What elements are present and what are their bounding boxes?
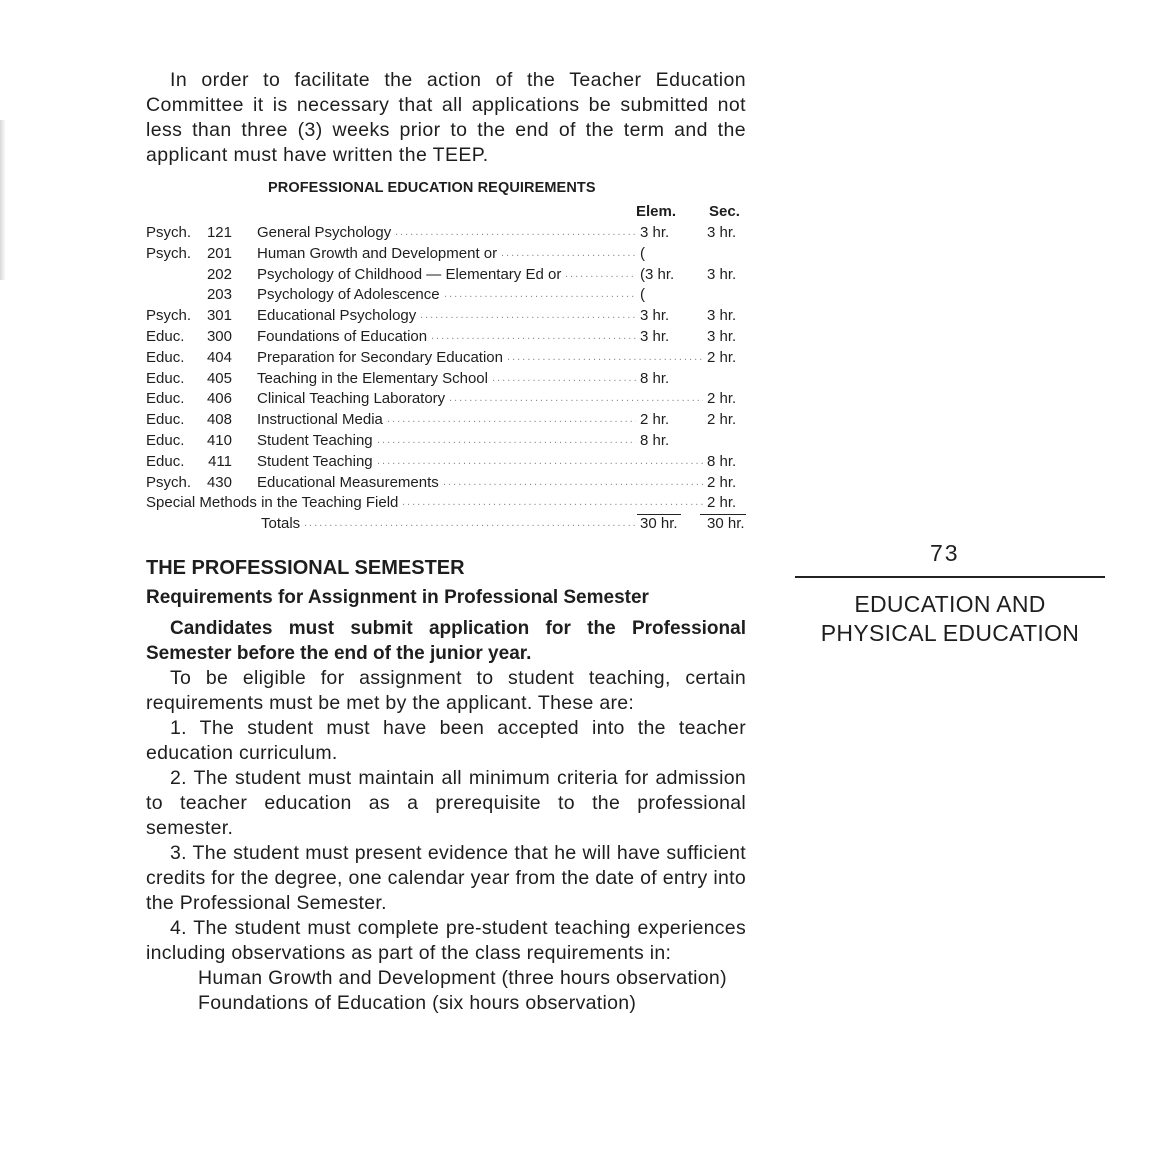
leader-dots [449, 388, 703, 409]
secondary-hours: 2 hr. [707, 494, 737, 511]
course-title: Educational Measurements [257, 474, 439, 491]
requirement-row [0, 243, 760, 264]
course-title: Teaching in the Elementary School [257, 370, 488, 387]
intro-text: In order to facilitate the action of the Teacher Education Committee it is necessary that all applications be submitted not less than three (3) weeks prior to the end of the term and the applicant must have written the TEEP. [146, 69, 746, 166]
course-title: Clinical Teaching Laboratory [257, 390, 446, 407]
course-title: General Psychology [257, 224, 392, 241]
observation-item-foundations: Foundations of Education (six hours observation) [198, 992, 637, 1014]
course-title: Special Methods in the Teaching Field [146, 494, 399, 511]
course-number: 406 [206, 390, 232, 407]
requirement-row [0, 451, 760, 472]
course-number: 300 [206, 328, 232, 345]
requirement-row [0, 409, 760, 430]
leader-dots [507, 347, 703, 368]
elementary-hours: 2 hr. [640, 411, 670, 428]
elementary-hours: 8 hr. [640, 432, 670, 449]
requirements-heading: PROFESSIONAL EDUCATION REQUIREMENTS [268, 180, 596, 196]
course-title: Student Teaching [257, 432, 373, 449]
requirement-item-2: 2. The student must maintain all minimum criteria for admission to teacher education as a prerequisite to the professional semester. [146, 767, 746, 839]
leader-dots [444, 284, 636, 305]
elementary-hours: ( [640, 286, 645, 303]
requirement-row [0, 347, 760, 368]
elementary-hours: (3 hr. [640, 266, 675, 283]
secondary-hours: 3 hr. [707, 224, 737, 241]
course-number: 404 [206, 349, 232, 366]
observation-item-human-growth: Human Growth and Development (three hours observation) [198, 967, 727, 989]
secondary-hours: 30 hr. [707, 515, 745, 532]
leader-dots [304, 513, 636, 534]
leader-dots [501, 243, 636, 264]
requirement-row [0, 222, 760, 243]
course-number: 202 [206, 266, 232, 283]
application-deadline-statement [146, 616, 746, 666]
course-number: 411 [208, 453, 232, 470]
requirement-row [0, 388, 760, 409]
section-heading: THE PROFESSIONAL SEMESTER [146, 557, 465, 579]
leader-dots [443, 472, 703, 493]
course-dept: Educ. [146, 453, 185, 470]
leader-dots [387, 409, 636, 430]
secondary-hours: 2 hr. [707, 474, 737, 491]
leader-dots [420, 305, 636, 326]
leader-dots [565, 264, 636, 285]
requirement-item-3: 3. The student must present evidence that he will have sufficient credits for the degree, one calendar year from the date of entry into the Professional Semester. [146, 842, 746, 914]
requirement-row [0, 472, 760, 493]
course-dept: Educ. [146, 411, 185, 428]
course-dept: Psych. [146, 474, 192, 491]
requirement-row [0, 326, 760, 347]
elementary-hours: 8 hr. [640, 370, 670, 387]
course-title: Student Teaching [257, 453, 373, 470]
course-title: Foundations of Education [257, 328, 428, 345]
course-dept: Psych. [146, 245, 192, 262]
requirement-item-4: 4. The student must complete pre-student teaching experiences including observations as part of the class requirements in: [146, 917, 746, 964]
leader-dots [402, 492, 703, 513]
course-number: 301 [206, 307, 232, 324]
course-dept: Educ. [146, 390, 185, 407]
course-title: Instructional Media [257, 411, 383, 428]
course-title: Preparation for Secondary Education [257, 349, 503, 366]
elementary-hours: ( [640, 245, 645, 262]
subsection-heading: Requirements for Assignment in Professional Semester [146, 587, 649, 608]
elementary-hours: 3 hr. [640, 328, 670, 345]
leader-dots [492, 368, 636, 389]
elementary-hours: 3 hr. [640, 307, 670, 324]
course-number: 408 [206, 411, 232, 428]
course-dept: Psych. [146, 224, 192, 241]
column-header-elementary: Elem. [636, 203, 677, 220]
secondary-hours: 8 hr. [707, 453, 737, 470]
requirement-row [0, 430, 760, 451]
course-title: Human Growth and Development or [257, 245, 498, 262]
course-number: 405 [206, 370, 232, 387]
requirement-row [0, 284, 760, 305]
course-number: 121 [206, 224, 232, 241]
sidebar-divider [795, 576, 1105, 578]
section-title: EDUCATION AND PHYSICAL EDUCATION [820, 591, 1080, 646]
total-rule-secondary [700, 514, 746, 515]
course-number: 203 [206, 286, 232, 303]
totals-label: Totals [261, 515, 301, 532]
secondary-hours: 2 hr. [707, 349, 737, 366]
intro-paragraph [146, 68, 746, 168]
course-number: 201 [206, 245, 232, 262]
column-header-secondary: Sec. [709, 203, 740, 220]
eligibility-intro: To be eligible for assignment to student teaching, certain requirements must be met by the applicant. These are: [146, 667, 746, 714]
requirement-row [0, 305, 760, 326]
course-number: 430 [206, 474, 232, 491]
secondary-hours: 2 hr. [707, 390, 737, 407]
requirement-item-1: 1. The student must have been accepted into the teacher education curriculum. [146, 717, 746, 764]
elementary-hours: 3 hr. [640, 224, 670, 241]
elementary-hours: 30 hr. [640, 515, 678, 532]
requirement-row [0, 492, 760, 513]
secondary-hours: 3 hr. [707, 266, 737, 283]
page-number: 73 [930, 540, 960, 566]
course-dept: Educ. [146, 432, 185, 449]
course-dept: Educ. [146, 328, 185, 345]
course-dept: Psych. [146, 307, 192, 324]
leader-dots [395, 222, 636, 243]
course-title: Educational Psychology [257, 307, 417, 324]
requirement-row [0, 368, 760, 389]
course-title: Psychology of Adolescence [257, 286, 440, 303]
leader-dots [431, 326, 636, 347]
requirement-row [0, 513, 760, 534]
leader-dots [377, 430, 636, 451]
course-number: 410 [206, 432, 232, 449]
secondary-hours: 3 hr. [707, 328, 737, 345]
secondary-hours: 3 hr. [707, 307, 737, 324]
leader-dots [377, 451, 703, 472]
secondary-hours: 2 hr. [707, 411, 737, 428]
total-rule-elementary [637, 514, 681, 515]
course-dept: Educ. [146, 349, 185, 366]
eligibility-body [146, 666, 746, 1016]
requirement-row [0, 264, 760, 285]
course-title: Psychology of Childhood — Elementary Ed or [257, 266, 562, 283]
course-dept: Educ. [146, 370, 185, 387]
deadline-text: Candidates must submit application for the Professional Semester before the end of the junior year. [146, 618, 746, 664]
